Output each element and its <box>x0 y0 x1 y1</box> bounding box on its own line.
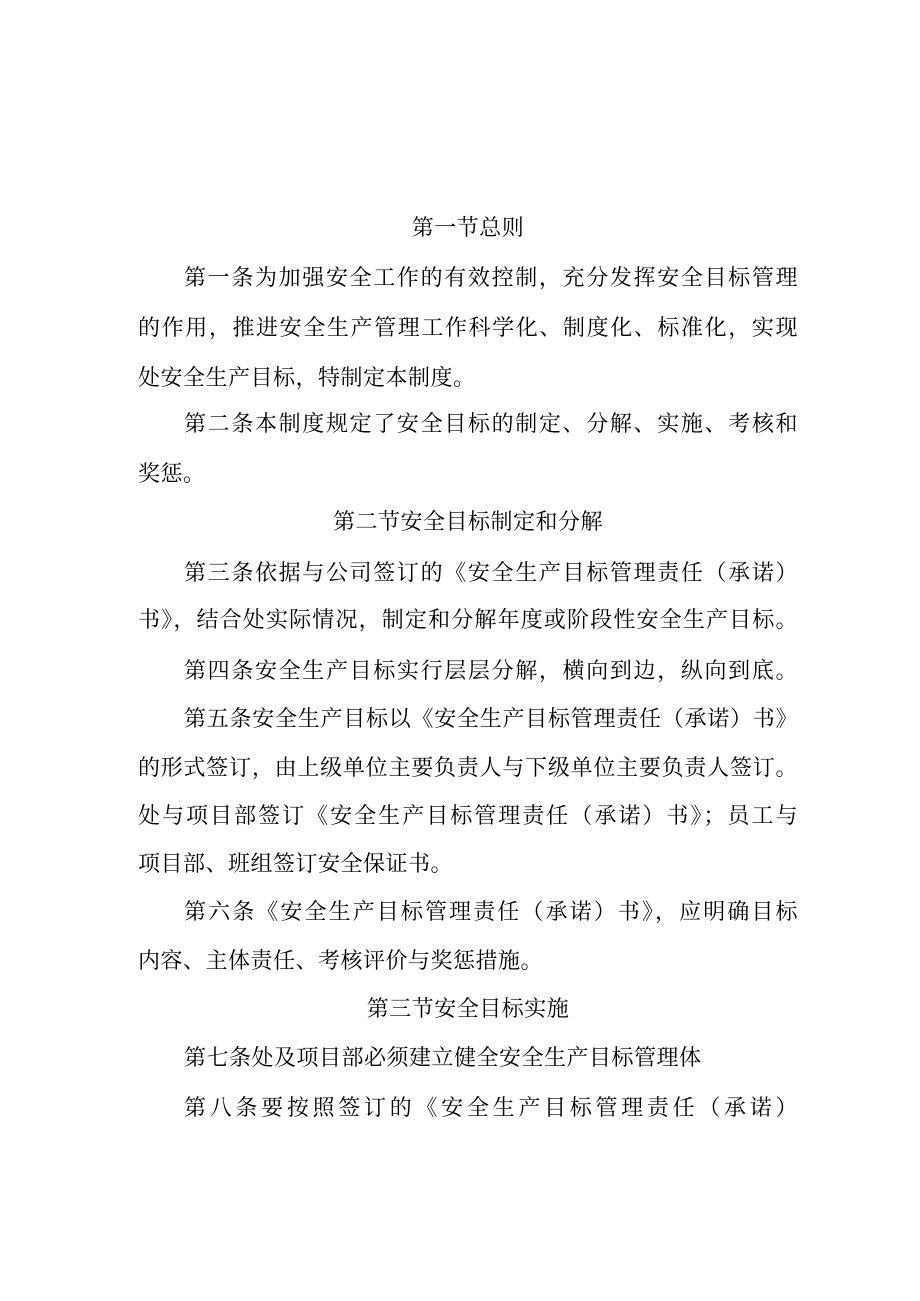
section-heading-2: 第二节安全目标制定和分解 <box>332 510 603 535</box>
article-5-line-1: 第五条安全生产目标以《安全生产目标管理责任（承诺）书》 <box>184 707 798 732</box>
article-2-line-1: 第二条本制度规定了安全目标的制定、分解、实施、考核和 <box>184 412 798 437</box>
article-5-line-2: 的形式签订，由上级单位主要负责人与下级单位主要负责人签订。 <box>138 756 798 781</box>
article-1-line-2: 的作用，推进安全生产管理工作科学化、制度化、标准化，实现 <box>138 316 798 341</box>
article-1-line-3: 处安全生产目标，特制定本制度。 <box>138 366 476 391</box>
section-heading-1: 第一节总则 <box>411 216 525 241</box>
article-2-line-2: 奖惩。 <box>138 462 206 487</box>
article-6-line-1: 第六条《安全生产目标管理责任（承诺）书》，应明确目标 <box>184 900 798 925</box>
article-8-line-1: 第八条要按照签订的《安全生产目标管理责任（承诺） <box>184 1096 798 1121</box>
section-heading-3: 第三节安全目标实施 <box>366 997 570 1022</box>
article-1-line-1: 第一条为加强安全工作的有效控制，充分发挥安全目标管理 <box>184 266 798 291</box>
article-3-line-2: 书》，结合处实际情况，制定和分解年度或阶段性安全生产目标。 <box>138 608 798 633</box>
article-7-line-1: 第七条处及项目部必须建立健全安全生产目标管理体 <box>184 1046 702 1071</box>
article-4-line-1: 第四条安全生产目标实行层层分解，横向到边，纵向到底。 <box>184 659 798 684</box>
article-5-line-4: 项目部、班组签订安全保证书。 <box>138 852 454 877</box>
article-3-line-1: 第三条依据与公司签订的《安全生产目标管理责任（承诺） <box>184 561 798 586</box>
article-6-line-2: 内容、主体责任、考核评价与奖惩措施。 <box>138 949 544 974</box>
article-5-line-3: 处与项目部签订《安全生产目标管理责任（承诺）书》；员工与 <box>138 804 798 829</box>
